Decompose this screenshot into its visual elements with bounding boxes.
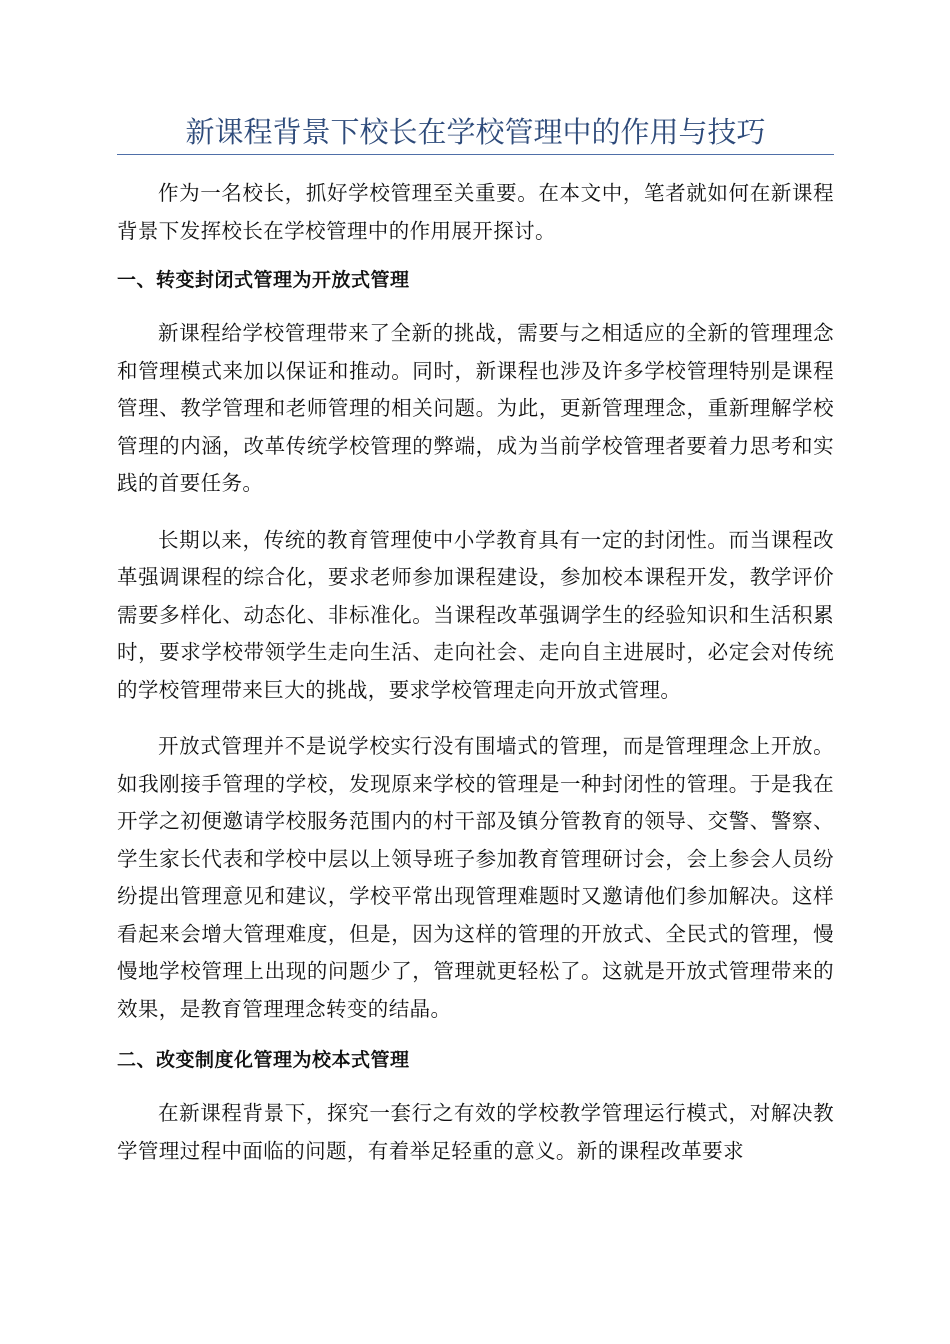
section2-paragraph-1: 在新课程背景下，探究一套行之有效的学校教学管理运行模式，对解决教学管理过程中面临的问题，有着举足轻重的意义。新的课程改革要求 [117,1101,834,1163]
document-title: 新课程背景下校长在学校管理中的作用与技巧 [185,115,766,149]
section-heading-2: 二、改变制度化管理为校本式管理 [117,1049,410,1071]
section1-paragraph-2: 长期以来，传统的教育管理使中小学教育具有一定的封闭性。而当课程改革强调课程的综合化，要求老师参加课程建设，参加校本课程开发，教学评价需要多样化、动态化、非标准化。当课程改革强调学生的经验知识和生活积累时，要求学校带领学生走向生活、走向社会、走向自主进展时，必定会对传统的学校管理带来巨大的挑战，要求学校管理走向开放式管理。 [117,527,834,702]
intro-paragraph: 作为一名校长，抓好学校管理至关重要。在本文中，笔者就如何在新课程背景下发挥校长在学校管理中的作用展开探讨。 [117,181,834,243]
title-underline [117,154,834,155]
section-heading-1: 一、转变封闭式管理为开放式管理 [117,269,410,291]
section1-paragraph-1: 新课程给学校管理带来了全新的挑战，需要与之相适应的全新的管理理念和管理模式来加以保证和推动。同时，新课程也涉及许多学校管理特别是课程管理、教学管理和老师管理的相关问题。为此，更新管理理念，重新理解学校管理的内涵，改革传统学校管理的弊端，成为当前学校管理者要着力思考和实践的首要任务。 [117,321,834,495]
section1-paragraph-3: 开放式管理并不是说学校实行没有围墙式的管理，而是管理理念上开放。如我刚接手管理的学校，发现原来学校的管理是一种封闭性的管理。于是我在开学之初便邀请学校服务范围内的村干部及镇分管教育的领导、交警、警察、学生家长代表和学校中层以上领导班子参加教育管理研讨会，会上参会人员纷纷提出管理意见和建议，学校平常出现管理难题时又邀请他们参加解决。这样看起来会增大管理难度，但是，因为这样的管理的开放式、全民式的管理，慢慢地学校管理上出现的问题少了，管理就更轻松了。这就是开放式管理带来的效果，是教育管理理念转变的结晶。 [117,734,834,1021]
document-page [117,0,834,1170]
